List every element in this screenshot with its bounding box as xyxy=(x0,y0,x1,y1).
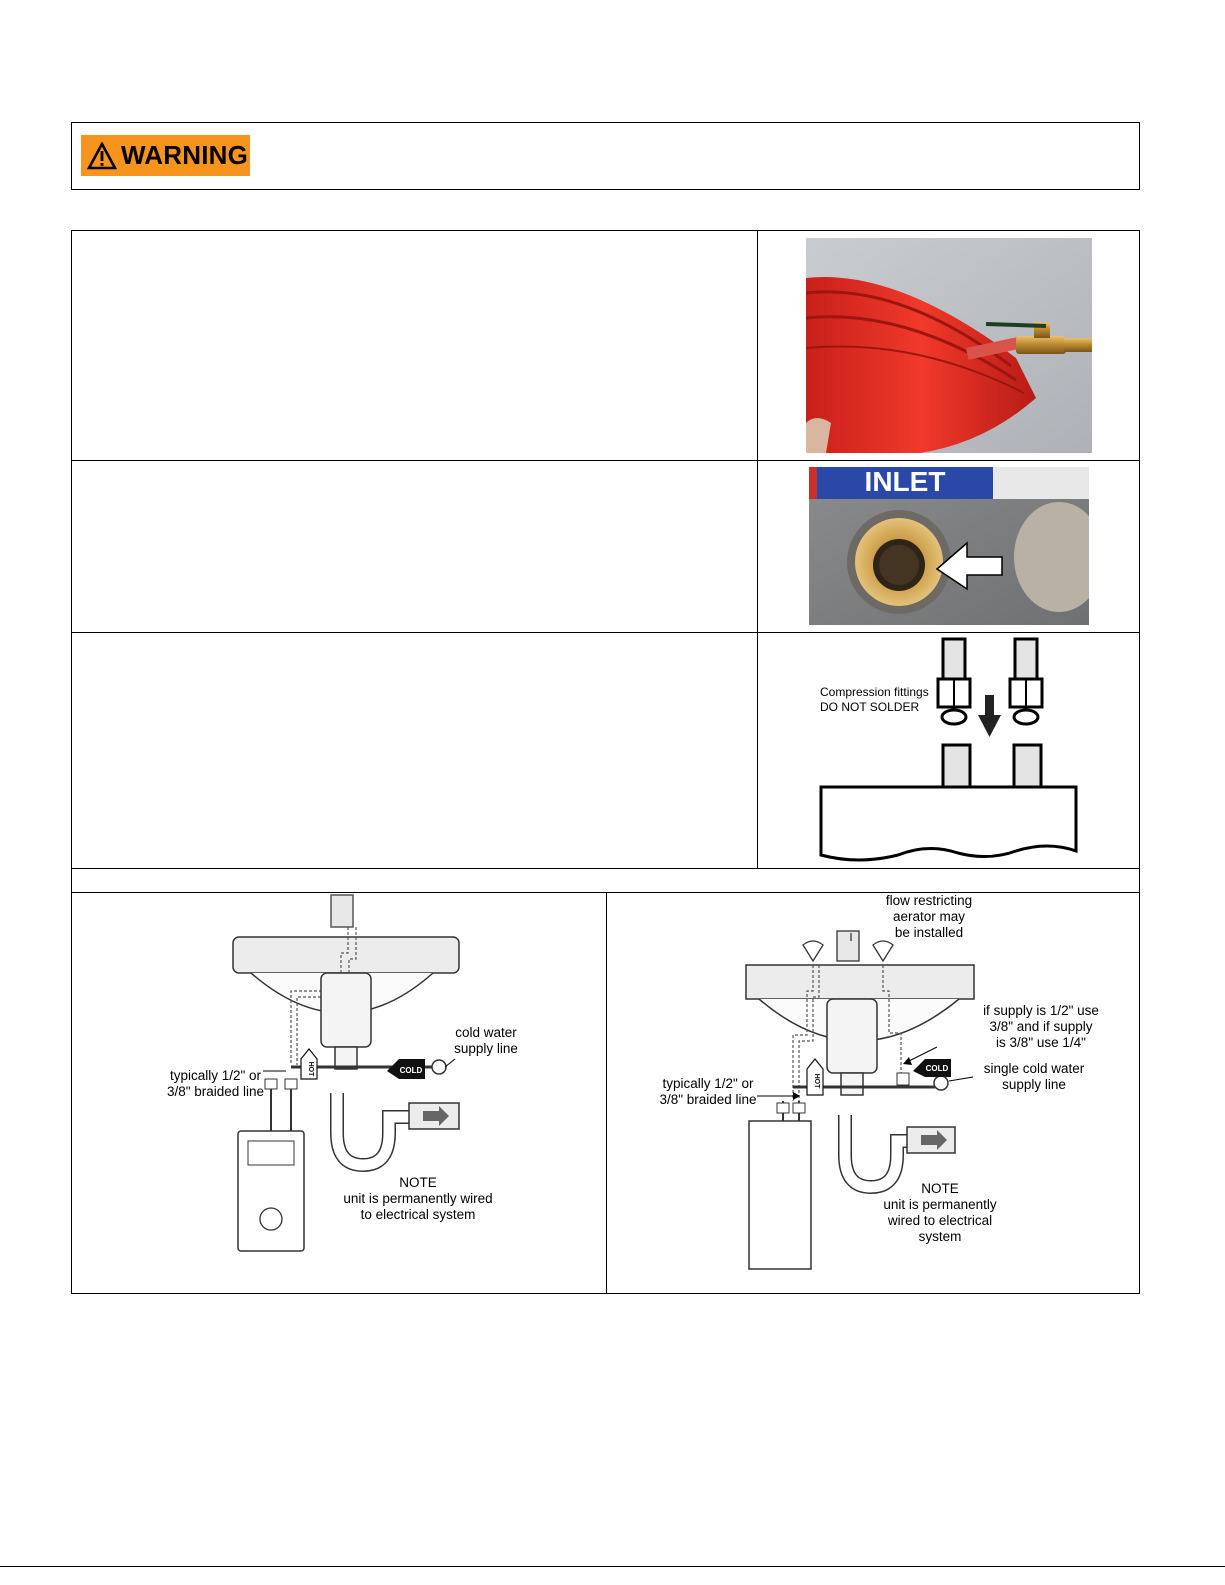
supply-size-label: if supply is 1/2" use 3/8" and if supply is 3/8" use 1/4" xyxy=(983,1003,1099,1050)
braided-line-label: typically 1/2" or 3/8" braided line xyxy=(659,1076,757,1107)
inlet-screen-photo xyxy=(809,467,1089,625)
warning-label xyxy=(81,135,250,176)
svg-text:HOT: HOT xyxy=(813,1073,820,1089)
compression-fittings-diagram xyxy=(758,633,1140,868)
page-bottom-rule xyxy=(0,1566,1225,1567)
svg-text:COLD: COLD xyxy=(925,1064,949,1073)
single-cold-supply-label: single cold water supply line xyxy=(983,1061,1085,1092)
cold-water-supply-label: cold water supply line xyxy=(454,1025,518,1056)
warning-box xyxy=(71,122,1140,190)
two-handle-faucet-install-diagram xyxy=(607,893,1139,1294)
warning-text: WARNING xyxy=(121,140,249,170)
row-divider xyxy=(72,460,1139,461)
bucket-valve-photo xyxy=(806,238,1092,453)
row-divider xyxy=(72,868,1139,869)
note-label: NOTE unit is permanently wired to electrical system xyxy=(883,1181,997,1244)
compression-fittings-label: Compression fittings DO NOT SOLDER xyxy=(820,685,929,714)
instruction-table xyxy=(71,230,1140,1294)
inlet-sign-text: INLET xyxy=(864,467,946,497)
warning-triangle-icon xyxy=(87,142,117,170)
svg-text:HOT: HOT xyxy=(307,1061,314,1077)
single-faucet-install-diagram xyxy=(73,893,606,1294)
aerator-label: flow restricting aerator may be installed xyxy=(885,893,973,940)
braided-line-label: typically 1/2" or 3/8" braided line xyxy=(166,1068,265,1099)
svg-text:COLD: COLD xyxy=(399,1066,423,1075)
note-label: NOTE unit is permanently wired to electrical system xyxy=(343,1175,493,1222)
